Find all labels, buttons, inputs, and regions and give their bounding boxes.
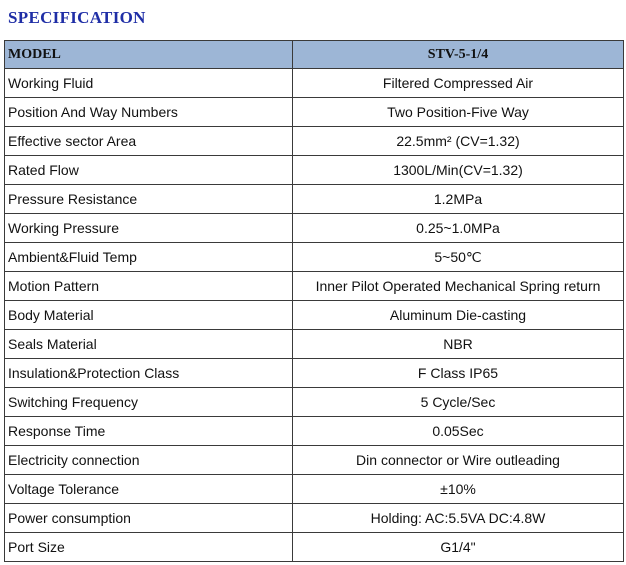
row-value: G1/4" <box>293 533 624 562</box>
model-header-label: MODEL <box>5 41 293 69</box>
row-label: Switching Frequency <box>5 388 293 417</box>
table-row <box>5 156 624 185</box>
row-label: Position And Way Numbers <box>5 98 293 127</box>
row-value: Inner Pilot Operated Mechanical Spring return <box>293 272 624 301</box>
table-row <box>5 214 624 243</box>
row-label: Pressure Resistance <box>5 185 293 214</box>
table-row <box>5 69 624 98</box>
table-row <box>5 388 624 417</box>
row-value: 5~50℃ <box>293 243 624 272</box>
row-value: 0.25~1.0MPa <box>293 214 624 243</box>
table-row <box>5 475 624 504</box>
row-label: Insulation&Protection Class <box>5 359 293 388</box>
row-value: Aluminum Die-casting <box>293 301 624 330</box>
row-label: Working Fluid <box>5 69 293 98</box>
table-row <box>5 417 624 446</box>
table-row <box>5 301 624 330</box>
table-header-row <box>5 41 624 69</box>
table-row <box>5 272 624 301</box>
table-row <box>5 533 624 562</box>
row-label: Ambient&Fluid Temp <box>5 243 293 272</box>
table-row <box>5 243 624 272</box>
table-row <box>5 504 624 533</box>
page-title: SPECIFICATION <box>8 8 146 27</box>
row-value: Two Position-Five Way <box>293 98 624 127</box>
table-row <box>5 127 624 156</box>
specification-table <box>4 40 624 562</box>
row-label: Voltage Tolerance <box>5 475 293 504</box>
row-label: Effective sector Area <box>5 127 293 156</box>
row-value: 0.05Sec <box>293 417 624 446</box>
row-value: F Class IP65 <box>293 359 624 388</box>
row-label: Power consumption <box>5 504 293 533</box>
table-row <box>5 359 624 388</box>
row-label: Working Pressure <box>5 214 293 243</box>
row-value: 1.2MPa <box>293 185 624 214</box>
row-value: NBR <box>293 330 624 359</box>
row-value: ±10% <box>293 475 624 504</box>
row-label: Response Time <box>5 417 293 446</box>
model-header-value: STV-5-1/4 <box>293 41 624 69</box>
table-row <box>5 446 624 475</box>
row-label: Body Material <box>5 301 293 330</box>
row-value: Holding: AC:5.5VA DC:4.8W <box>293 504 624 533</box>
row-value: Din connector or Wire outleading <box>293 446 624 475</box>
row-label: Electricity connection <box>5 446 293 475</box>
row-value: Filtered Compressed Air <box>293 69 624 98</box>
row-value: 1300L/Min(CV=1.32) <box>293 156 624 185</box>
row-label: Port Size <box>5 533 293 562</box>
row-label: Seals Material <box>5 330 293 359</box>
row-label: Rated Flow <box>5 156 293 185</box>
row-value: 5 Cycle/Sec <box>293 388 624 417</box>
table-row <box>5 185 624 214</box>
row-label: Motion Pattern <box>5 272 293 301</box>
table-row <box>5 98 624 127</box>
table-row <box>5 330 624 359</box>
row-value: 22.5mm² (CV=1.32) <box>293 127 624 156</box>
